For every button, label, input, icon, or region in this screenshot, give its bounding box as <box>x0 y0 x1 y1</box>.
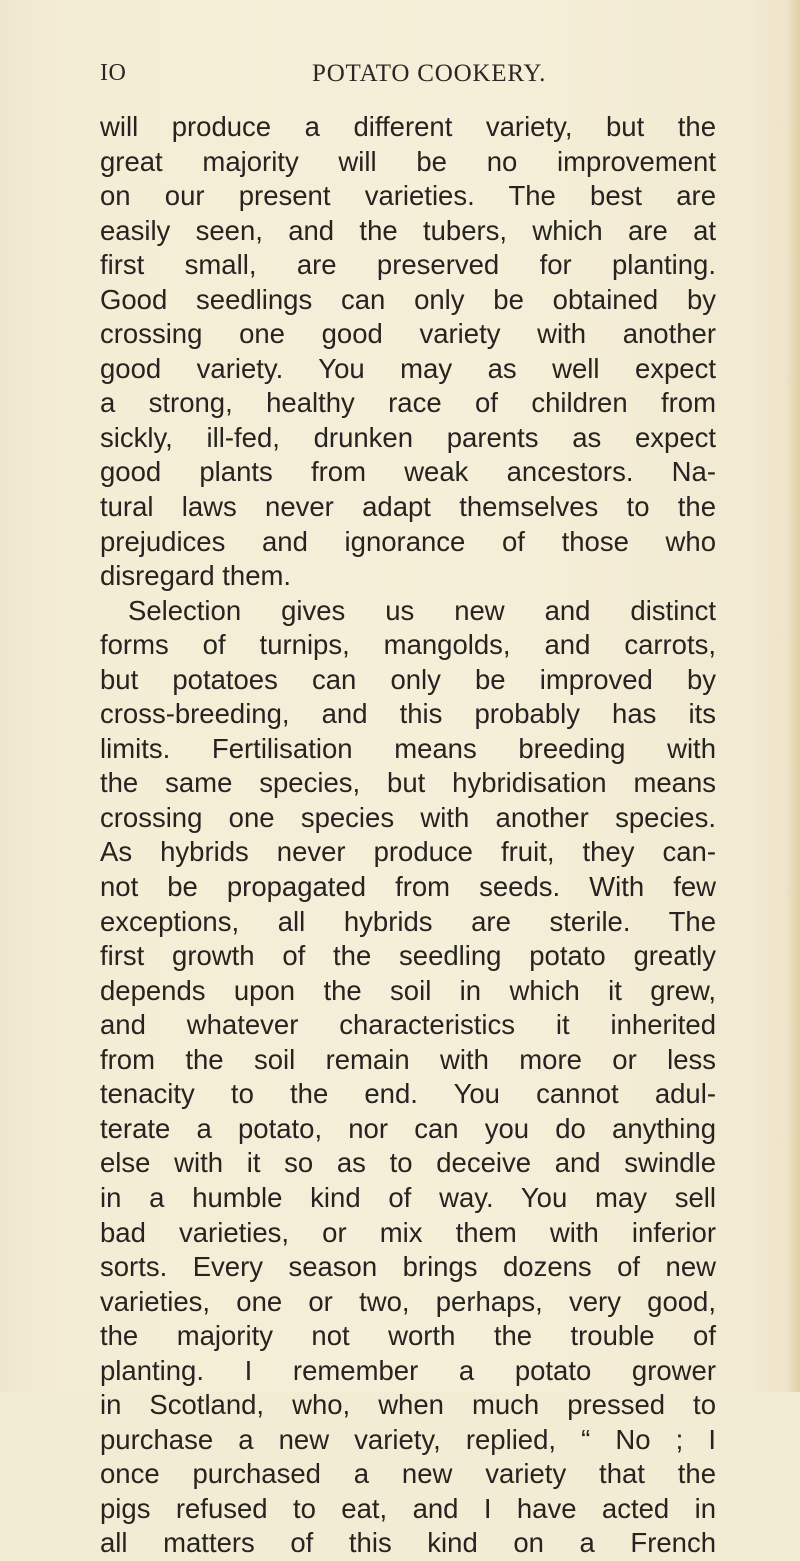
text-line: depends upon the soil in which it grew, <box>100 974 716 1006</box>
text-line: the same species, but hybridisation means <box>100 767 716 799</box>
text-line: not be propagated from seeds. With few <box>100 871 716 903</box>
text-line: and whatever characteristics it inherited <box>100 1009 716 1041</box>
text-line: As hybrids never produce fruit, they can- <box>100 836 716 868</box>
text-line: on our present varieties. The best are <box>100 180 716 212</box>
text-line: once purchased a new variety that the <box>100 1458 716 1490</box>
text-line: exceptions, all hybrids are sterile. The <box>100 905 716 937</box>
text-line: in Scotland, who, when much pressed to <box>100 1389 716 1421</box>
text-line: disregard them. <box>100 560 292 592</box>
text-line: Good seedlings can only be obtained by <box>100 283 716 315</box>
text-line: good variety. You may as well expect <box>100 352 716 384</box>
text-line: tenacity to the end. You cannot adul- <box>100 1078 716 1110</box>
text-line: bad varieties, or mix them with inferior <box>100 1216 716 1248</box>
text-line: in a humble kind of way. You may sell <box>100 1181 716 1213</box>
page-header <box>0 56 800 96</box>
text-line: forms of turnips, mangolds, and carrots, <box>100 629 716 661</box>
text-line: terate a potato, nor can you do anything <box>100 1112 716 1144</box>
text-line: from the soil remain with more or less <box>100 1043 716 1075</box>
text-line: good plants from weak ancestors. Na- <box>100 456 716 488</box>
text-line: the majority not worth the trouble of <box>100 1320 716 1352</box>
text-line: a strong, healthy race of children from <box>100 387 716 419</box>
page-edge-shadow <box>786 0 800 1392</box>
text-line: varieties, one or two, perhaps, very good, <box>100 1285 716 1317</box>
text-line: great majority will be no improvement <box>100 145 716 177</box>
text-line: tural laws never adapt themselves to the <box>100 491 716 523</box>
text-line: planting. I remember a potato grower <box>100 1354 716 1386</box>
text-line: easily seen, and the tubers, which are at <box>100 214 716 246</box>
body-text <box>100 110 716 1561</box>
page-number: IO <box>100 60 127 86</box>
text-line: first small, are preserved for planting. <box>100 249 716 281</box>
text-line: crossing one good variety with another <box>100 318 716 350</box>
text-line: else with it so as to deceive and swindle <box>100 1147 716 1179</box>
text-line: limits. Fertilisation means breeding with <box>100 732 716 764</box>
text-line: purchase a new variety, replied, “ No ; I <box>100 1423 716 1455</box>
text-line: crossing one species with another species. <box>100 801 716 833</box>
text-line: sickly, ill-fed, drunken parents as expect <box>100 421 716 453</box>
running-title: POTATO COOKERY. <box>312 60 547 87</box>
text-line: prejudices and ignorance of those who <box>100 525 716 557</box>
text-line: but potatoes can only be improved by <box>100 663 716 695</box>
text-line: will produce a different variety, but the <box>100 111 716 142</box>
text-line: Selection gives us new and distinct <box>128 594 716 626</box>
text-line: all matters of this kind on a French <box>100 1527 716 1559</box>
text-line: first growth of the seedling potato greatly <box>100 940 716 972</box>
text-line: cross-breeding, and this probably has its <box>100 698 716 730</box>
text-line: pigs refused to eat, and I have acted in <box>100 1492 716 1524</box>
text-line: sorts. Every season brings dozens of new <box>100 1251 716 1283</box>
